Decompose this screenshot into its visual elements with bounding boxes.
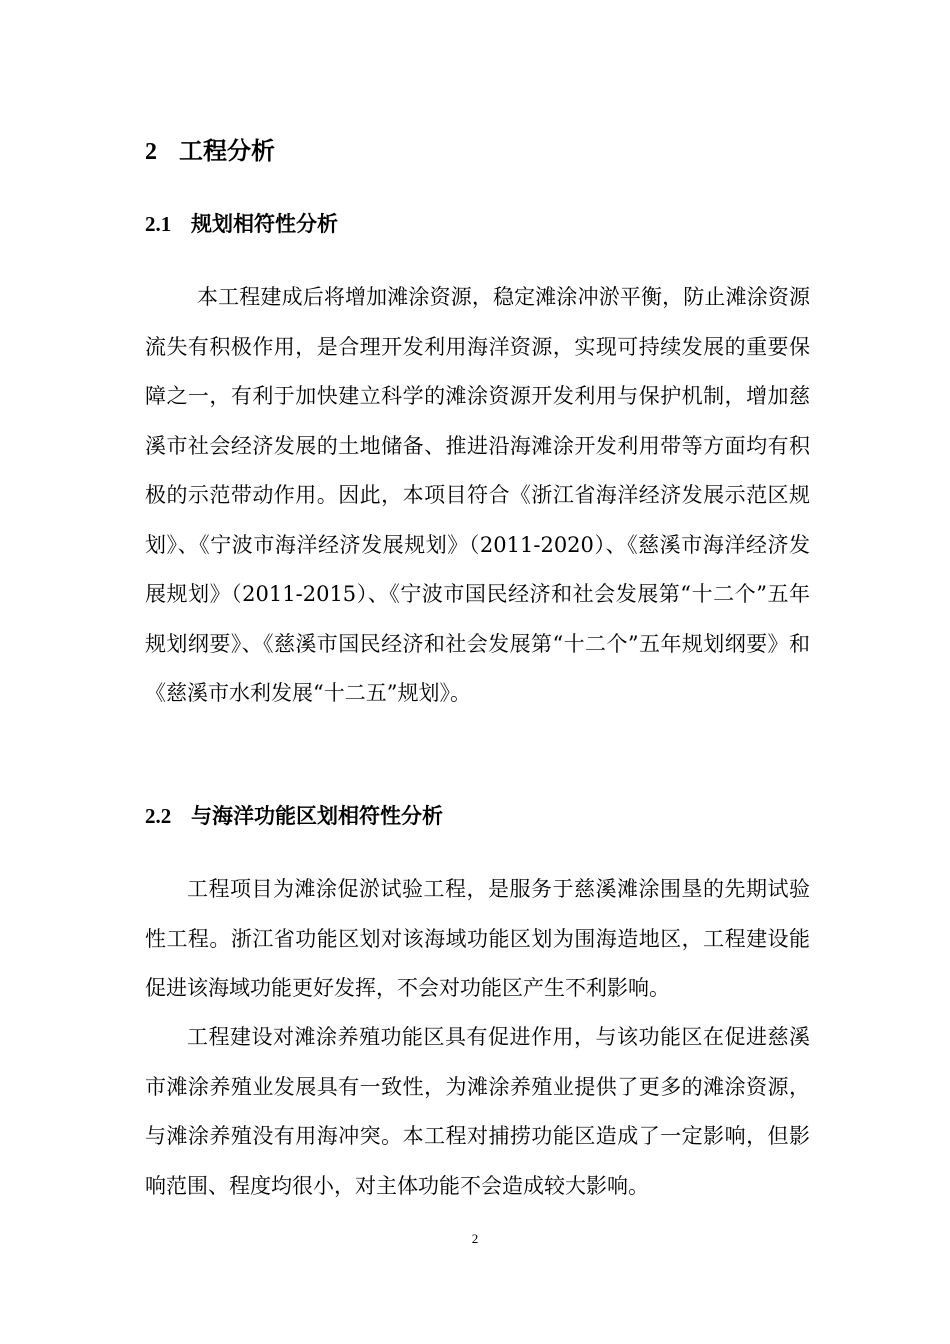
section-number: 2 [145,139,157,165]
section-heading [145,134,275,169]
subsection-title: 与海洋功能区划相符性分析 [191,804,443,828]
subsection-heading-2-1 [145,209,338,239]
page-number: 2 [471,1231,479,1246]
subsection-title: 规划相符性分析 [191,212,338,236]
subsection-number: 2.2 [145,804,172,828]
section-title: 工程分析 [179,137,275,165]
subsection-number: 2.1 [145,212,172,236]
paragraph-function-zone-2: 工程建设对滩涂养殖功能区具有促进作用，与该功能区在促进慈溪市滩涂养殖业发展具有一致性，为滩涂养殖业提供了更多的滩涂资源，与滩涂养殖没有用海冲突。本工程对捕捞功能区造成了一定影响，但影响范围、程度均很小，对主体功能不会造成较大影响。 [145,1025,810,1198]
paragraph-planning-conformity: 本工程建成后将增加滩涂资源，稳定滩涂冲淤平衡，防止滩涂资源流失有积极作用，是合理开发利用海洋资源，实现可持续发展的重要保障之一，有利于加快建立科学的滩涂资源开发利用与保护机制，增加慈溪市社会经济发展的土地储备、推进沿海滩涂开发利用带等方面均有积极的示范带动作用。因此，本项目符合《浙江省海洋经济发展示范区规划》、《宁波市海洋经济发展规划》（2011-2020）、《慈溪市海洋经济发展规划》（2011-2015）、《宁波市国民经济和社会发展第“十二个”五年规划纲要》、《慈溪市国民经济和社会发展第“十二个”五年规划纲要》和《慈溪市水利发展“十二五”规划》。 [145,285,810,705]
paragraph-function-zone-1: 工程项目为滩涂促淤试验工程，是服务于慈溪滩涂围垦的先期试验性工程。浙江省功能区划对该海域功能区划为围海造地区，工程建设能促进该海域功能更好发挥，不会对功能区产生不利影响。 [145,877,810,1000]
subsection-heading-2-2 [145,801,443,831]
